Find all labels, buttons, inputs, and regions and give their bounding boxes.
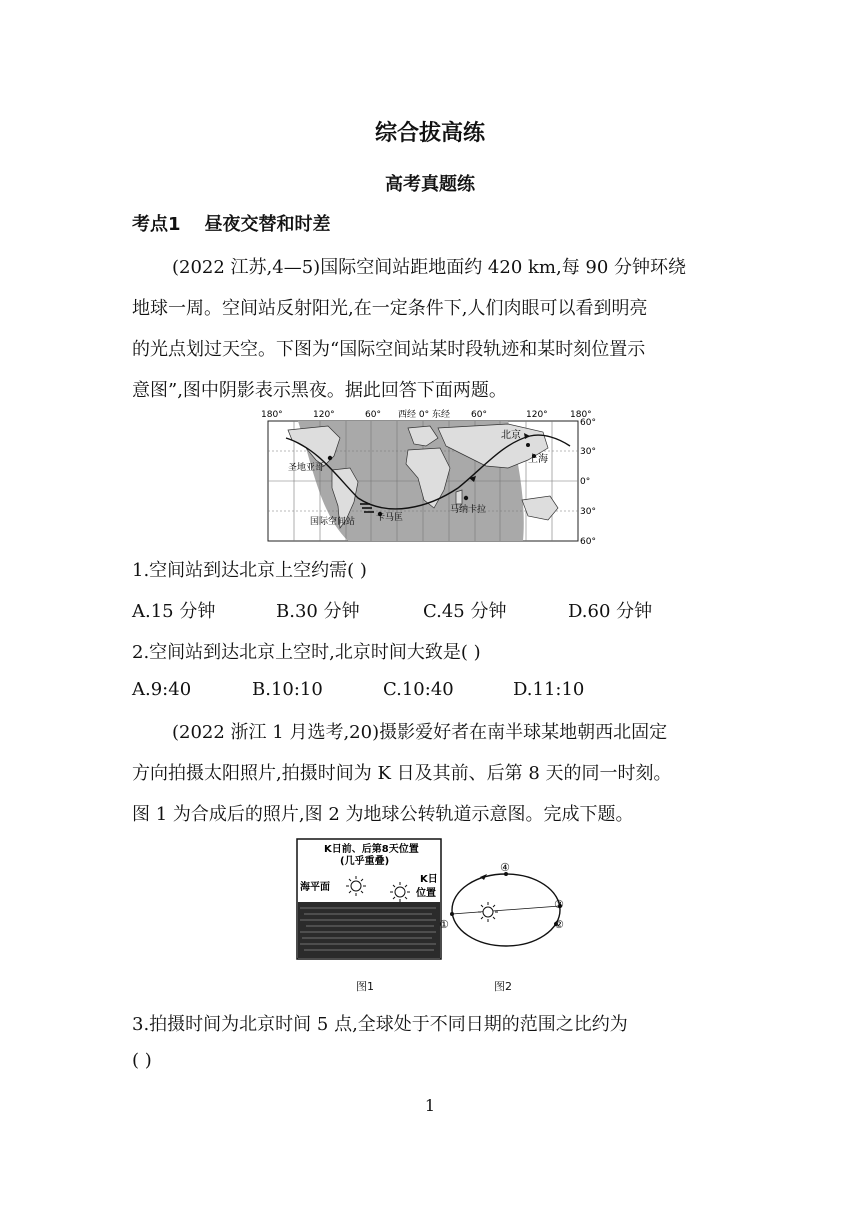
fig1-top-label-2: (几乎重叠)	[340, 856, 390, 867]
sun-icon	[478, 902, 498, 922]
intro1-line: 意图”,图中阴影表示黑夜。据此回答下面两题。	[132, 380, 507, 401]
map-lat-label: 60°	[580, 418, 596, 428]
sun-icon	[346, 876, 366, 896]
santiago-label: 圣地亚哥	[288, 463, 325, 473]
figure-2-orbit	[436, 862, 570, 954]
figure-2-caption: 图2	[494, 980, 512, 993]
q2-option-b[interactable]: B.10:10	[252, 679, 323, 700]
beijing-dot	[526, 443, 530, 447]
map-lon-label: 120°	[526, 410, 548, 420]
intro2-line: 图 1 为合成后的照片,图 2 为地球公转轨道示意图。完成下题。	[132, 804, 634, 825]
map-lon-label: 120°	[313, 410, 335, 420]
intro2-line: (2022 浙江 1 月选考,20)摄影爱好者在南半球某地朝西北固定	[172, 722, 668, 743]
iss-label: 国际空间站	[310, 517, 356, 527]
map-lat-label: 30°	[580, 507, 596, 517]
fig1-k-label-2: 位置	[416, 888, 436, 899]
q1-option-c[interactable]: C.45 分钟	[423, 601, 507, 622]
question-1-options	[0, 597, 860, 621]
map-lon-label: 西经 0° 东经	[398, 410, 450, 420]
orbit-point	[450, 912, 454, 916]
sun-icon	[390, 882, 410, 902]
tumaco-label: 卡马匡	[376, 513, 404, 523]
section-heading	[132, 210, 331, 236]
intro-paragraph-2	[132, 712, 732, 835]
question-3-answer-blank: ( )	[132, 1050, 152, 1071]
figure-1-photo	[296, 838, 442, 960]
q1-option-d[interactable]: D.60 分钟	[568, 601, 653, 622]
madagascar-dot	[464, 496, 468, 500]
orbit-axis-line	[452, 906, 560, 914]
map-lon-label: 180°	[570, 410, 592, 420]
shanghai-label: 上海	[528, 454, 548, 465]
madagascar-label: 马纳卡拉	[450, 505, 487, 515]
map-lon-label: 60°	[471, 410, 487, 420]
figure-1-caption: 图1	[356, 980, 374, 993]
map-lat-label: 0°	[580, 477, 591, 487]
q2-option-c[interactable]: C.10:40	[383, 679, 454, 700]
intro2-line: 方向拍摄太阳照片,拍摄时间为 K 日及其前、后第 8 天的同一时刻。	[132, 763, 672, 784]
document-title: 综合拔高练	[374, 121, 485, 146]
q1-option-b[interactable]: B.30 分钟	[276, 601, 360, 622]
page-number: 1	[424, 1096, 436, 1115]
section-title: 昼夜交替和时差	[204, 214, 331, 235]
q2-option-a[interactable]: A.9:40	[132, 679, 192, 700]
q1-option-a[interactable]: A.15 分钟	[132, 601, 216, 622]
intro1-line: (2022 江苏,4—5)国际空间站距地面约 420 km,每 90 分钟环绕	[172, 257, 687, 278]
intro1-line: 的光点划过天空。下图为“国际空间站某时段轨迹和某时刻位置示	[132, 339, 646, 360]
section-label: 考点1	[132, 214, 181, 235]
question-2-stem: 2.空间站到达北京上空时,北京时间大致是( )	[132, 642, 481, 663]
document-subtitle: 高考真题练	[385, 174, 475, 195]
map-lat-label: 30°	[580, 447, 596, 457]
map-lon-label: 60°	[365, 410, 381, 420]
iss-trajectory-map	[258, 408, 604, 548]
map-lat-label: 60°	[580, 537, 596, 547]
fig1-sea-label: 海平面	[300, 882, 330, 893]
orbit-label-3: ③	[554, 898, 564, 911]
question-3-stem: 3.拍摄时间为北京时间 5 点,全球处于不同日期的范围之比约为	[132, 1014, 628, 1035]
orbit-label-4: ④	[500, 862, 510, 874]
sea-area	[298, 902, 440, 958]
map-lon-label: 180°	[261, 410, 283, 420]
santiago-dot	[328, 456, 332, 460]
beijing-label: 北京	[501, 430, 521, 441]
intro-paragraph-1	[132, 247, 732, 411]
question-1-stem: 1.空间站到达北京上空约需( )	[132, 560, 367, 581]
orbit-label-2: ②	[554, 918, 564, 931]
orbit-label-1: ①	[439, 918, 449, 931]
q2-option-d[interactable]: D.11:10	[513, 679, 585, 700]
question-2-options	[0, 679, 860, 703]
fig1-k-label: K日	[420, 874, 438, 885]
intro1-line: 地球一周。空间站反射阳光,在一定条件下,人们肉眼可以看到明亮	[132, 298, 648, 319]
fig1-top-label: K日前、后第8天位置	[324, 844, 419, 855]
